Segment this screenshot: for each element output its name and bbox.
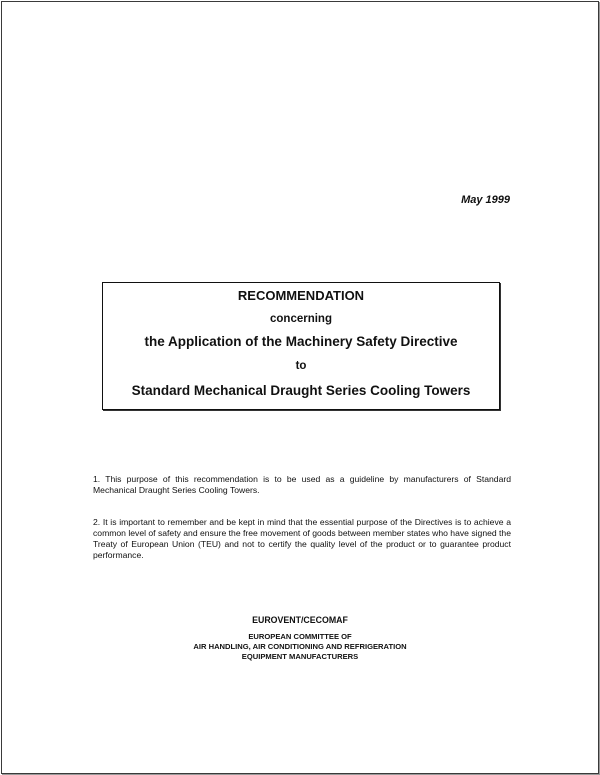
footer-committee-line-2: AIR HANDLING, AIR CONDITIONING AND REFRIGERATION xyxy=(193,642,407,651)
footer-committee-line-1: EUROPEAN COMMITTEE OF xyxy=(248,632,352,641)
footer-organization: EUROVENT/CECOMAF xyxy=(252,615,348,625)
footer-committee-line-3: EQUIPMENT MANUFACTURERS xyxy=(241,652,359,661)
document-date: May 1999 xyxy=(461,194,510,206)
title-to: to xyxy=(295,360,307,372)
title-box xyxy=(102,282,500,410)
title-line-directive: the Application of the Machinery Safety Directive xyxy=(144,334,458,349)
footer-committee xyxy=(2,632,598,662)
paragraph-1: 1. This purpose of this recommendation is to be used as a guideline by manufacturers of Standard Mechanical Draught Series Cooling Towers. xyxy=(93,474,511,495)
title-concerning: concerning xyxy=(270,313,332,325)
paragraph-2: 2. It is important to remember and be kept in mind that the essential purpose of the Directives is to achieve a common level of safety and ensure the free movement of goods between member states who have signed the Treaty of European Union (TEU) and not to certify the quality level of the product or to guarantee product performance. xyxy=(93,517,511,560)
document-page xyxy=(1,1,599,774)
title-heading: RECOMMENDATION xyxy=(237,288,365,303)
title-line-subject: Standard Mechanical Draught Series Cooling Towers xyxy=(131,383,471,398)
